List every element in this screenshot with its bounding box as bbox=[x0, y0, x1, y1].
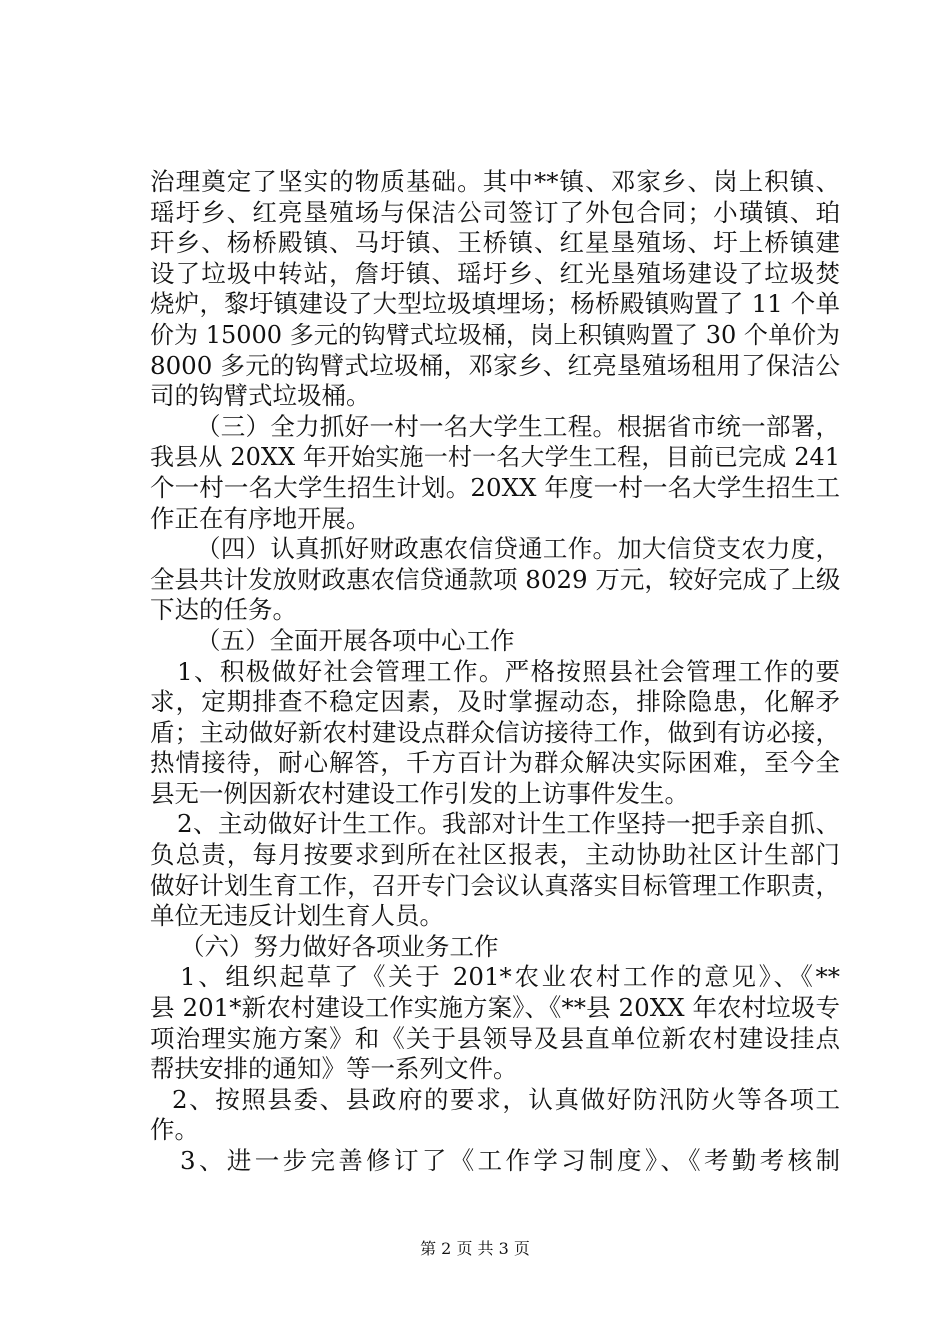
text-line: 个一村一名大学生招生计划。20XX 年度一村一名大学生招生工 bbox=[150, 472, 840, 502]
text-line: 负总责，每月按要求到所在社区报表，主动协助社区计生部门 bbox=[150, 840, 840, 870]
text-line: 帮扶安排的通知》等一系列文件。 bbox=[150, 1054, 518, 1084]
text-line: 县无一例因新农村建设工作引发的上访事件发生。 bbox=[150, 778, 689, 808]
text-line: 项治理实施方案》和《关于县领导及县直单位新农村建设挂点 bbox=[150, 1023, 840, 1053]
document-body bbox=[150, 167, 840, 1177]
text-line: 下达的任务。 bbox=[150, 595, 297, 625]
page-footer: 第 2 页 共 3 页 bbox=[420, 1239, 530, 1258]
text-line: 治理奠定了坚实的物质基础。其中**镇、邓家乡、岗上积镇、 bbox=[150, 167, 840, 196]
text-line: 作正在有序地开展。 bbox=[150, 503, 371, 533]
text-line: 烧炉，黎圩镇建设了大型垃圾填埋场；杨桥殿镇购置了 11 个单 bbox=[150, 289, 840, 319]
text-line: 求，定期排查不稳定因素，及时掌握动态，排除隐患，化解矛 bbox=[150, 687, 840, 717]
text-line: （四）认真抓好财政惠农信贷通工作。加大信贷支农力度， bbox=[196, 534, 840, 564]
text-line: 全县共计发放财政惠农信贷通款项 8029 万元，较好完成了上级 bbox=[150, 564, 841, 594]
text-line: 做好计划生育工作，召开专门会议认真落实目标管理工作职责， bbox=[150, 870, 840, 900]
text-line: 3、进一步完善修订了《工作学习制度》、《考勤考核制 bbox=[180, 1146, 840, 1175]
text-line: （六）努力做好各项业务工作 bbox=[180, 931, 499, 961]
text-line: 我县从 20XX 年开始实施一村一名大学生工程，目前已完成 241 bbox=[150, 443, 840, 472]
text-line: 价为 15000 多元的钩臂式垃圾桶，岗上积镇购置了 30 个单价为 bbox=[150, 320, 840, 349]
text-line: 热情接待，耐心解答，千方百计为群众解决实际困难，至今全 bbox=[150, 748, 840, 778]
text-line: 8000 多元的钩臂式垃圾桶，邓家乡、红亮垦殖场租用了保洁公 bbox=[150, 350, 840, 380]
text-line: 县 201*新农村建设工作实施方案》、《**县 20XX 年农村垃圾专 bbox=[150, 993, 840, 1023]
text-line: 作。 bbox=[150, 1115, 199, 1145]
text-line: 单位无违反计划生育人员。 bbox=[150, 901, 444, 931]
text-line: （三）全力抓好一村一名大学生工程。根据省市统一部署， bbox=[196, 411, 840, 441]
text-line: 1、组织起草了《关于 201*农业农村工作的意见》、《** bbox=[180, 962, 840, 992]
text-line: 2、按照县委、县政府的要求，认真做好防汛防火等各项工 bbox=[172, 1084, 840, 1114]
text-line: 2、主动做好计生工作。我部对计生工作坚持一把手亲自抓、 bbox=[177, 809, 840, 839]
text-line: 1、积极做好社会管理工作。严格按照县社会管理工作的要 bbox=[177, 656, 840, 686]
text-line: 玕乡、杨桥殿镇、马圩镇、王桥镇、红星垦殖场、圩上桥镇建 bbox=[150, 228, 840, 258]
text-line: （五）全面开展各项中心工作 bbox=[196, 625, 515, 655]
text-line: 司的钩臂式垃圾桶。 bbox=[150, 381, 371, 411]
text-line: 设了垃圾中转站，詹圩镇、瑶圩乡、红光垦殖场建设了垃圾焚 bbox=[150, 258, 840, 288]
text-line: 盾；主动做好新农村建设点群众信访接待工作，做到有访必接， bbox=[150, 717, 840, 747]
text-line: 瑶圩乡、红亮垦殖场与保洁公司签订了外包合同；小璜镇、珀 bbox=[150, 197, 840, 227]
